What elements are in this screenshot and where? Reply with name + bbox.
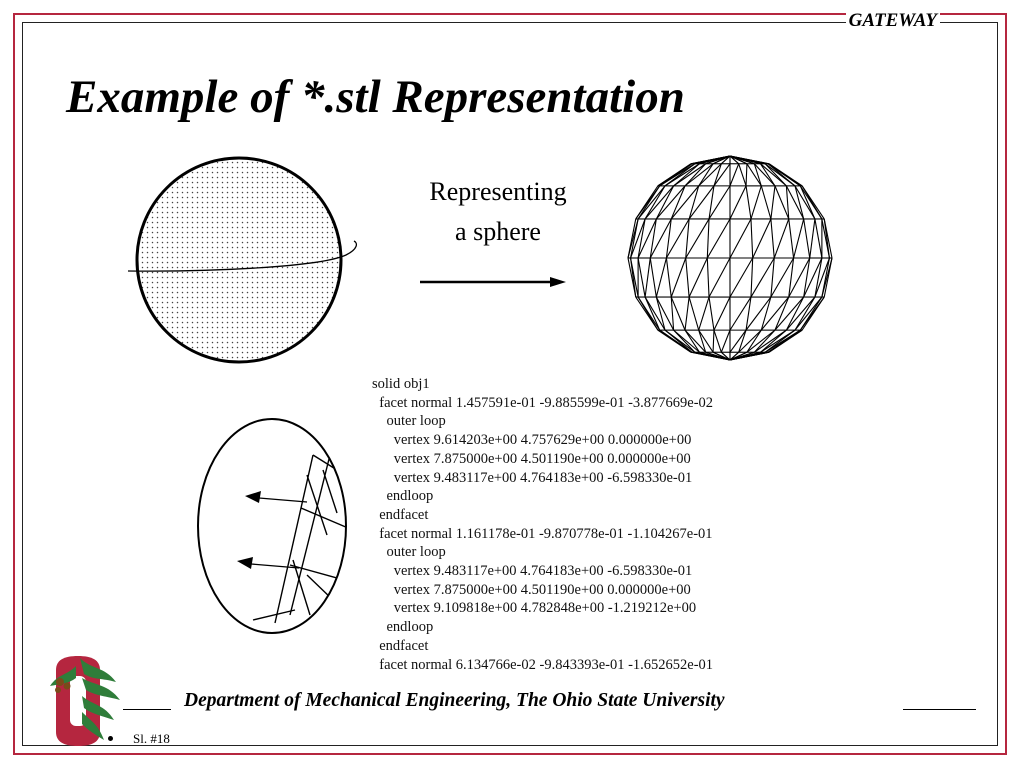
mesh-edge bbox=[707, 258, 709, 297]
mesh-edge bbox=[815, 258, 822, 297]
mesh-edge bbox=[786, 186, 803, 219]
mesh-edge bbox=[730, 186, 746, 219]
mesh-edge bbox=[709, 258, 730, 297]
mesh-edge bbox=[671, 186, 698, 219]
mesh-edge bbox=[638, 219, 645, 258]
mesh-edge bbox=[714, 164, 730, 186]
mesh-edge bbox=[666, 258, 671, 297]
mesh-edge bbox=[774, 219, 788, 258]
footer-department: Department of Mechanical Engineering, The Ohio State University bbox=[184, 690, 725, 711]
mesh-edge bbox=[730, 330, 746, 352]
mesh-edge bbox=[771, 186, 775, 219]
mesh-edge bbox=[730, 164, 739, 186]
mesh-edge bbox=[761, 330, 795, 352]
mesh-edge bbox=[685, 297, 689, 330]
stl-line: vertex 9.483117e+00 4.764183e+00 -6.598330e-01 bbox=[372, 469, 693, 486]
stl-line: endloop bbox=[372, 619, 434, 636]
mesh-edge bbox=[656, 258, 666, 297]
facet-normals-detail-figure bbox=[195, 415, 355, 640]
mesh-edge bbox=[689, 258, 707, 297]
mesh-edge bbox=[730, 297, 751, 330]
mesh-edge bbox=[689, 297, 699, 330]
triangulated-sphere-figure bbox=[615, 150, 845, 365]
mesh-edge bbox=[810, 219, 815, 258]
mesh-edge bbox=[686, 258, 689, 297]
mesh-edge bbox=[730, 258, 753, 297]
mesh-edge bbox=[665, 164, 699, 186]
mesh-edge bbox=[753, 219, 771, 258]
mesh-edge bbox=[747, 164, 761, 186]
mesh-edge bbox=[709, 297, 714, 330]
mesh-edge bbox=[815, 219, 822, 258]
mesh-edge bbox=[746, 164, 747, 186]
mesh-edge bbox=[714, 330, 721, 352]
mesh-edge bbox=[789, 219, 794, 258]
stl-line: vertex 9.483117e+00 4.764183e+00 -6.598330e-01 bbox=[372, 563, 693, 580]
mesh-edge bbox=[671, 258, 685, 297]
stl-line: facet normal 1.161178e-01 -9.870778e-01 -1.104267e-01 bbox=[372, 525, 713, 542]
mesh-edge bbox=[794, 219, 804, 258]
footer-rule-right bbox=[903, 709, 976, 710]
stl-line: vertex 7.875000e+00 4.501190e+00 0.000000e+00 bbox=[372, 581, 691, 598]
stl-line: vertex 9.614203e+00 4.757629e+00 0.000000e+00 bbox=[372, 432, 692, 449]
gateway-brand: GATEWAY bbox=[846, 10, 940, 32]
figure-caption bbox=[398, 172, 598, 252]
mesh-edge bbox=[751, 258, 753, 297]
stl-line: facet normal 1.457591e-01 -9.885599e-01 -3.877669e-02 bbox=[372, 394, 714, 411]
mesh-edge bbox=[666, 219, 671, 258]
mesh-edge bbox=[699, 330, 713, 352]
mesh-edge bbox=[730, 219, 751, 258]
mesh-edge bbox=[656, 297, 673, 330]
mesh-edge bbox=[671, 186, 685, 219]
stl-line: vertex 7.875000e+00 4.501190e+00 0.000000e+00 bbox=[372, 450, 691, 467]
stl-line: solid obj1 bbox=[372, 376, 430, 392]
mesh-edge bbox=[771, 219, 774, 258]
mesh-edge bbox=[699, 297, 709, 330]
right-arrow-icon bbox=[418, 272, 568, 292]
mesh-edge bbox=[638, 258, 645, 297]
stl-line: outer loop bbox=[372, 544, 446, 561]
slide-number: Sl. #18 bbox=[133, 731, 170, 746]
stl-code-listing bbox=[372, 375, 713, 674]
stl-line: facet normal 6.134766e-02 -9.843393e-01 -1.652652e-01 bbox=[372, 656, 714, 673]
mesh-edge bbox=[761, 186, 771, 219]
mesh-edge bbox=[721, 330, 730, 352]
footer-rule-left bbox=[123, 709, 171, 710]
mesh-edge bbox=[751, 219, 753, 258]
mesh-edge bbox=[707, 219, 709, 258]
mesh-edge bbox=[645, 258, 650, 297]
mesh-edge bbox=[761, 297, 788, 330]
mesh-edge bbox=[686, 219, 709, 258]
mesh-edge bbox=[746, 186, 751, 219]
mesh-edge bbox=[709, 186, 730, 219]
slide-title: Example of *.stl Representation bbox=[66, 71, 685, 123]
mesh-edge bbox=[751, 186, 761, 219]
mesh-edge bbox=[714, 297, 730, 330]
mesh-edge bbox=[739, 164, 746, 186]
bullet-icon bbox=[108, 736, 113, 741]
stl-line: endfacet bbox=[372, 506, 429, 523]
stl-line: endfacet bbox=[372, 637, 429, 654]
mesh-edge bbox=[751, 258, 774, 297]
stl-line: vertex 9.109818e+00 4.782848e+00 -1.219212e+00 bbox=[372, 600, 697, 617]
mesh-edge bbox=[775, 297, 789, 330]
dotted-sphere-figure bbox=[120, 155, 365, 365]
caption-line-2: a sphere bbox=[455, 217, 541, 246]
caption-line-1: Representing bbox=[429, 177, 567, 206]
stl-line: outer loop bbox=[372, 413, 446, 430]
stl-line: endloop bbox=[372, 488, 434, 505]
mesh-edge bbox=[650, 258, 656, 297]
mesh-edge bbox=[713, 330, 714, 352]
mesh-edge bbox=[707, 219, 730, 258]
mesh-edge bbox=[789, 258, 794, 297]
mesh-edge bbox=[804, 219, 810, 258]
